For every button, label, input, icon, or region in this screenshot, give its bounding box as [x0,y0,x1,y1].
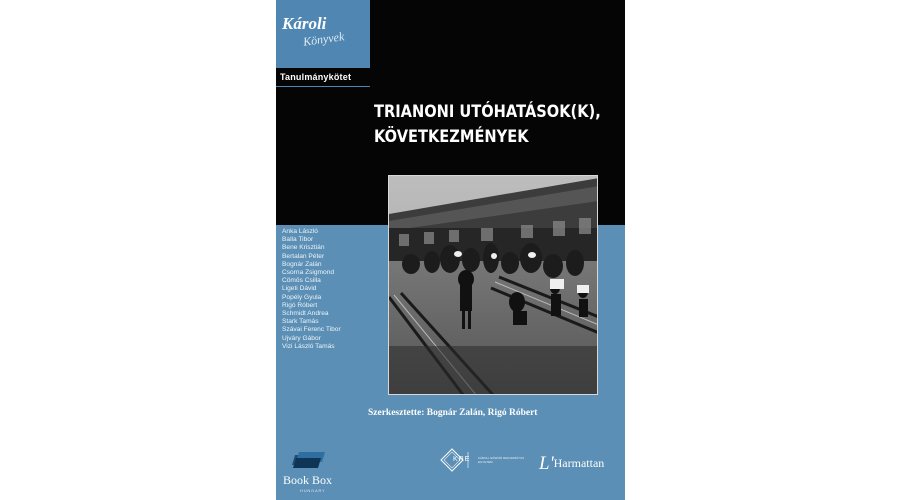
editors-credit: Szerkesztette: Bognár Zalán, Rigó Róbert [368,408,538,418]
author-name: Csorna Zsigmond [282,269,335,277]
publisher-name: Harmattan [553,456,605,470]
kre-logo [440,448,532,472]
author-name: Schmidt Andrea [282,310,329,318]
book-title-line-1: TRIANONI UTÓHATÁSOK(K), [374,102,601,122]
bookbox-logo-icon [277,448,349,473]
kre-logo-text: KRE [453,456,471,463]
book-title [374,100,601,150]
bookbox-subtitle: HUNGARY [300,488,326,493]
author-name: Popély Gyula [282,293,322,301]
author-name: Anka László [282,228,318,235]
author-name: Bognár Zalán [282,260,322,268]
kre-subtitle: KÁROLI GÁSPÁR REFORMÁTUS EGYETEM [478,456,525,464]
publisher-logo [539,453,604,475]
book-cover [276,0,625,500]
bookbox-watermark [277,448,349,500]
author-name: Rigó Róbert [282,301,318,309]
series-rule [276,86,370,87]
author-name: Vizi László Tamás [282,342,335,350]
series-type: Tanulmánykötet [280,72,352,82]
bookbox-name: Book Box [283,473,333,487]
author-name: Szávai Ferenc Tibor [282,326,341,334]
book-title-line-2: KÖVETKEZMÉNYEK [374,127,529,147]
author-list [282,228,341,351]
series-script: Könyvek [302,29,346,49]
author-name: Bertalan Péter [282,252,325,260]
series-name: Károli [282,14,327,33]
publisher-initial: L' [539,453,554,474]
author-name: Ujváry Gábor [282,334,321,342]
author-name: Balla Tibor [282,236,314,244]
author-name: Stark Tamás [282,318,319,326]
train-station-photo [389,176,598,395]
cover-photo [388,175,598,395]
series-logo-box [276,0,370,68]
author-name: Ligeti Dávid [282,285,317,293]
author-name: Cömös Csilla [282,277,321,285]
author-name: Bene Krisztián [282,244,325,252]
